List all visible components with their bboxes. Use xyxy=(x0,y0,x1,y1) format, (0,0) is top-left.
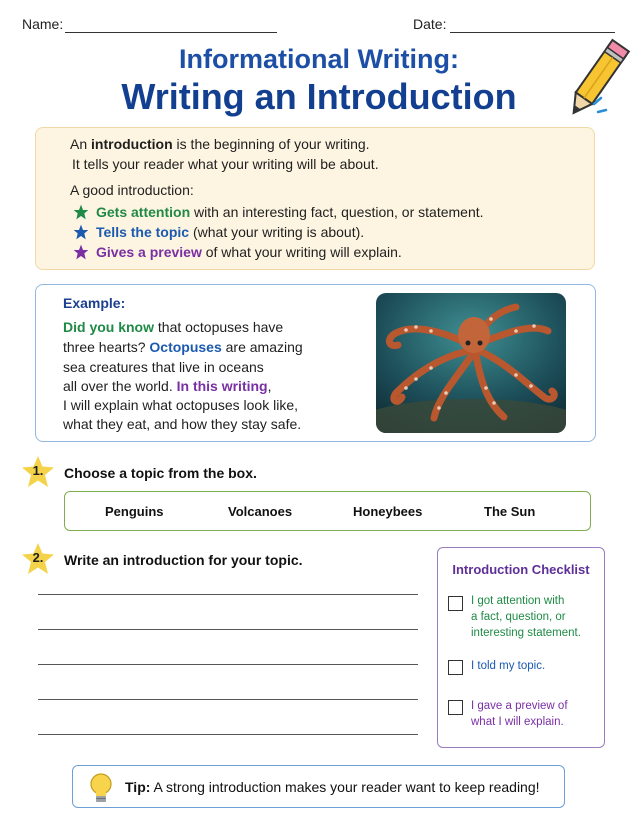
date-line[interactable] xyxy=(450,32,615,33)
example-line6: what they eat, and how they stay safe. xyxy=(63,416,302,432)
checklist-item-preview: I gave a preview of what I will explain. xyxy=(471,700,568,728)
example-title: Example: xyxy=(63,295,126,311)
topic-option[interactable]: Penguins xyxy=(105,504,164,519)
step2-number: 2. xyxy=(32,550,44,565)
intro-line1: An introduction is the beginning of your writing. xyxy=(70,136,370,152)
example-line2: three hearts? Octopuses are amazing xyxy=(63,339,303,355)
checklist-item-topic: I told my topic. xyxy=(471,660,546,672)
step1-label: Choose a topic from the box. xyxy=(64,465,257,481)
topic-box xyxy=(64,491,591,531)
introduction-checklist xyxy=(437,547,605,748)
intro-item-attention: Gets attention with an interesting fact, question, or statement. xyxy=(96,204,484,220)
intro-definition-box xyxy=(35,127,595,270)
page-title-line1: Informational Writing: xyxy=(179,44,459,74)
example-line1: Did you know that octopuses have xyxy=(63,319,284,335)
checklist-title: Introduction Checklist xyxy=(452,562,590,577)
writing-line[interactable] xyxy=(38,664,418,665)
checkbox-attention[interactable] xyxy=(448,596,463,611)
star-icon xyxy=(73,204,89,220)
writing-line[interactable] xyxy=(38,734,418,735)
tip-box xyxy=(72,765,565,808)
step1-number: 1. xyxy=(32,463,44,478)
name-field[interactable] xyxy=(22,16,63,32)
example-line4: all over the world. In this writing, xyxy=(63,378,272,394)
checkbox-preview[interactable] xyxy=(448,700,463,715)
topic-option[interactable]: Volcanoes xyxy=(228,504,293,519)
star-icon xyxy=(73,224,89,240)
lightbulb-icon xyxy=(87,772,115,804)
intro-item-topic: Tells the topic (what your writing is about). xyxy=(96,224,365,240)
checkbox-topic[interactable] xyxy=(448,660,463,675)
topic-option[interactable]: The Sun xyxy=(484,504,536,519)
name-label: Name: xyxy=(22,16,64,32)
star-icon xyxy=(73,244,89,260)
octopus-photo xyxy=(376,293,566,433)
intro-lead: A good introduction: xyxy=(70,182,194,198)
writing-line[interactable] xyxy=(38,594,418,595)
example-line3: sea creatures that live in oceans xyxy=(63,359,264,375)
writing-line[interactable] xyxy=(38,699,418,700)
intro-item-preview: Gives a preview of what your writing will explain. xyxy=(96,244,402,260)
pencil-icon xyxy=(556,36,636,126)
writing-line[interactable] xyxy=(38,629,418,630)
topic-option[interactable]: Honeybees xyxy=(353,504,423,519)
intro-line2: It tells your reader what your writing will be about. xyxy=(72,156,379,172)
date-field[interactable] xyxy=(413,16,446,32)
name-line[interactable] xyxy=(65,32,277,33)
example-line5: I will explain what octopuses look like, xyxy=(63,397,299,413)
date-label: Date: xyxy=(413,16,447,32)
step2-label: Write an introduction for your topic. xyxy=(64,552,303,568)
checklist-item-attention: I got attention with a fact, question, or interesting statement. xyxy=(471,595,581,639)
page-title-line2: Writing an Introduction xyxy=(121,76,517,117)
example-box xyxy=(35,284,596,442)
tip-text: Tip: A strong introduction makes your reader want to keep reading! xyxy=(125,779,540,795)
